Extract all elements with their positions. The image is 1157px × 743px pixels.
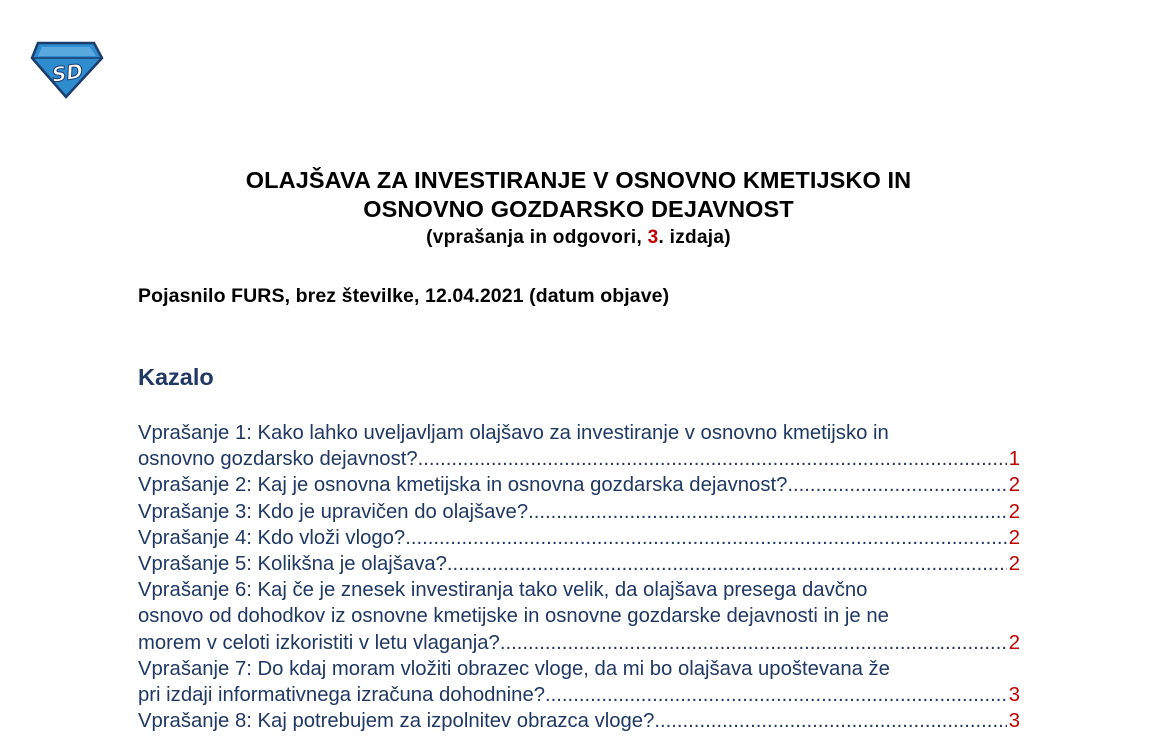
- toc-entry-last-line: [138, 472, 1020, 498]
- toc-entry-text: Vprašanje 4: Kdo vloži vlogo?: [138, 526, 406, 549]
- toc-entry-text: pri izdaji informativnega izračuna dohodnine?: [138, 684, 546, 707]
- toc-entry[interactable]: [138, 499, 1020, 525]
- toc-entry-text: morem v celoti izkoristiti v letu vlaganja?: [138, 631, 500, 654]
- subtitle-suffix: . izdaja): [658, 227, 731, 248]
- source-line: Pojasnilo FURS, brez številke, 12.04.2021 (datum objave): [138, 285, 670, 307]
- subtitle-prefix: (vprašanja in odgovori,: [426, 227, 648, 248]
- document-subtitle: [0, 224, 1157, 252]
- toc-page-number: 2: [1008, 500, 1020, 523]
- toc-dot-leader: [500, 630, 1007, 656]
- document-title-block: [0, 166, 1157, 252]
- toc-entry-last-line: [138, 682, 1020, 708]
- toc-entry-text: Vprašanje 2: Kaj je osnovna kmetijska in osnovna gozdarska dejavnost?: [138, 474, 788, 497]
- toc-entry[interactable]: [138, 525, 1020, 551]
- toc-entry-last-line: [138, 708, 1020, 734]
- table-of-contents: [138, 420, 1020, 734]
- toc-entry-text: Vprašanje 7: Do kdaj moram vložiti obrazec vloge, da mi bo olajšava upoštevana že: [138, 657, 890, 680]
- toc-entry[interactable]: [138, 656, 1020, 708]
- toc-dot-leader: [447, 551, 1007, 577]
- toc-page-number: 3: [1008, 684, 1020, 707]
- toc-entry-last-line: [138, 630, 1020, 656]
- toc-heading: Kazalo: [138, 364, 214, 390]
- toc-entry-last-line: [138, 499, 1020, 525]
- toc-dot-leader: [528, 499, 1007, 525]
- toc-page-number: 2: [1008, 553, 1020, 576]
- toc-entry-last-line: [138, 446, 1020, 472]
- toc-entry[interactable]: [138, 472, 1020, 498]
- toc-dot-leader: [545, 682, 1007, 708]
- toc-entry-last-line: [138, 551, 1020, 577]
- toc-entry[interactable]: [138, 420, 1020, 472]
- toc-entry[interactable]: [138, 577, 1020, 656]
- toc-entry[interactable]: [138, 551, 1020, 577]
- svg-text:SD: SD: [50, 58, 85, 87]
- toc-page-number: 2: [1008, 474, 1020, 497]
- toc-dot-leader: [405, 525, 1007, 551]
- document-title-line-1: OLAJŠAVA ZA INVESTIRANJE V OSNOVNO KMETIJSKO IN: [245, 167, 912, 193]
- toc-dot-leader: [654, 708, 1006, 734]
- toc-entry-text: Vprašanje 1: Kako lahko uveljavljam olajšavo za investiranje v osnovno kmetijsko in: [138, 422, 889, 444]
- toc-entry-text: osnovo od dohodkov iz osnovne kmetijske in osnovne gozdarske dejavnosti in je ne: [138, 605, 889, 628]
- diamond-sd-logo-icon: [30, 40, 104, 100]
- toc-entry-text: Vprašanje 8: Kaj potrebujem za izpolnitev obrazca vloge?: [138, 710, 655, 733]
- toc-entry[interactable]: [138, 708, 1020, 734]
- toc-entry-text: Vprašanje 3: Kdo je upravičen do olajšave?: [138, 500, 529, 523]
- toc-entry-last-line: [138, 525, 1020, 551]
- toc-page-number: 2: [1008, 631, 1020, 654]
- toc-entry-text: Vprašanje 5: Kolikšna je olajšava?: [138, 553, 447, 576]
- toc-page-number: 3: [1008, 710, 1020, 733]
- toc-dot-leader: [787, 472, 1006, 498]
- toc-entry-text: Vprašanje 6: Kaj če je znesek investiranja tako velik, da olajšava presega davčno: [138, 579, 868, 602]
- toc-dot-leader: [418, 446, 1007, 472]
- toc-entry-text: osnovno gozdarsko dejavnost?: [138, 448, 418, 471]
- toc-page-number: 2: [1008, 526, 1020, 549]
- document-title-line-2: OSNOVNO GOZDARSKO DEJAVNOST: [363, 196, 794, 222]
- toc-page-number: 1: [1008, 448, 1020, 471]
- edition-number: 3: [647, 227, 659, 248]
